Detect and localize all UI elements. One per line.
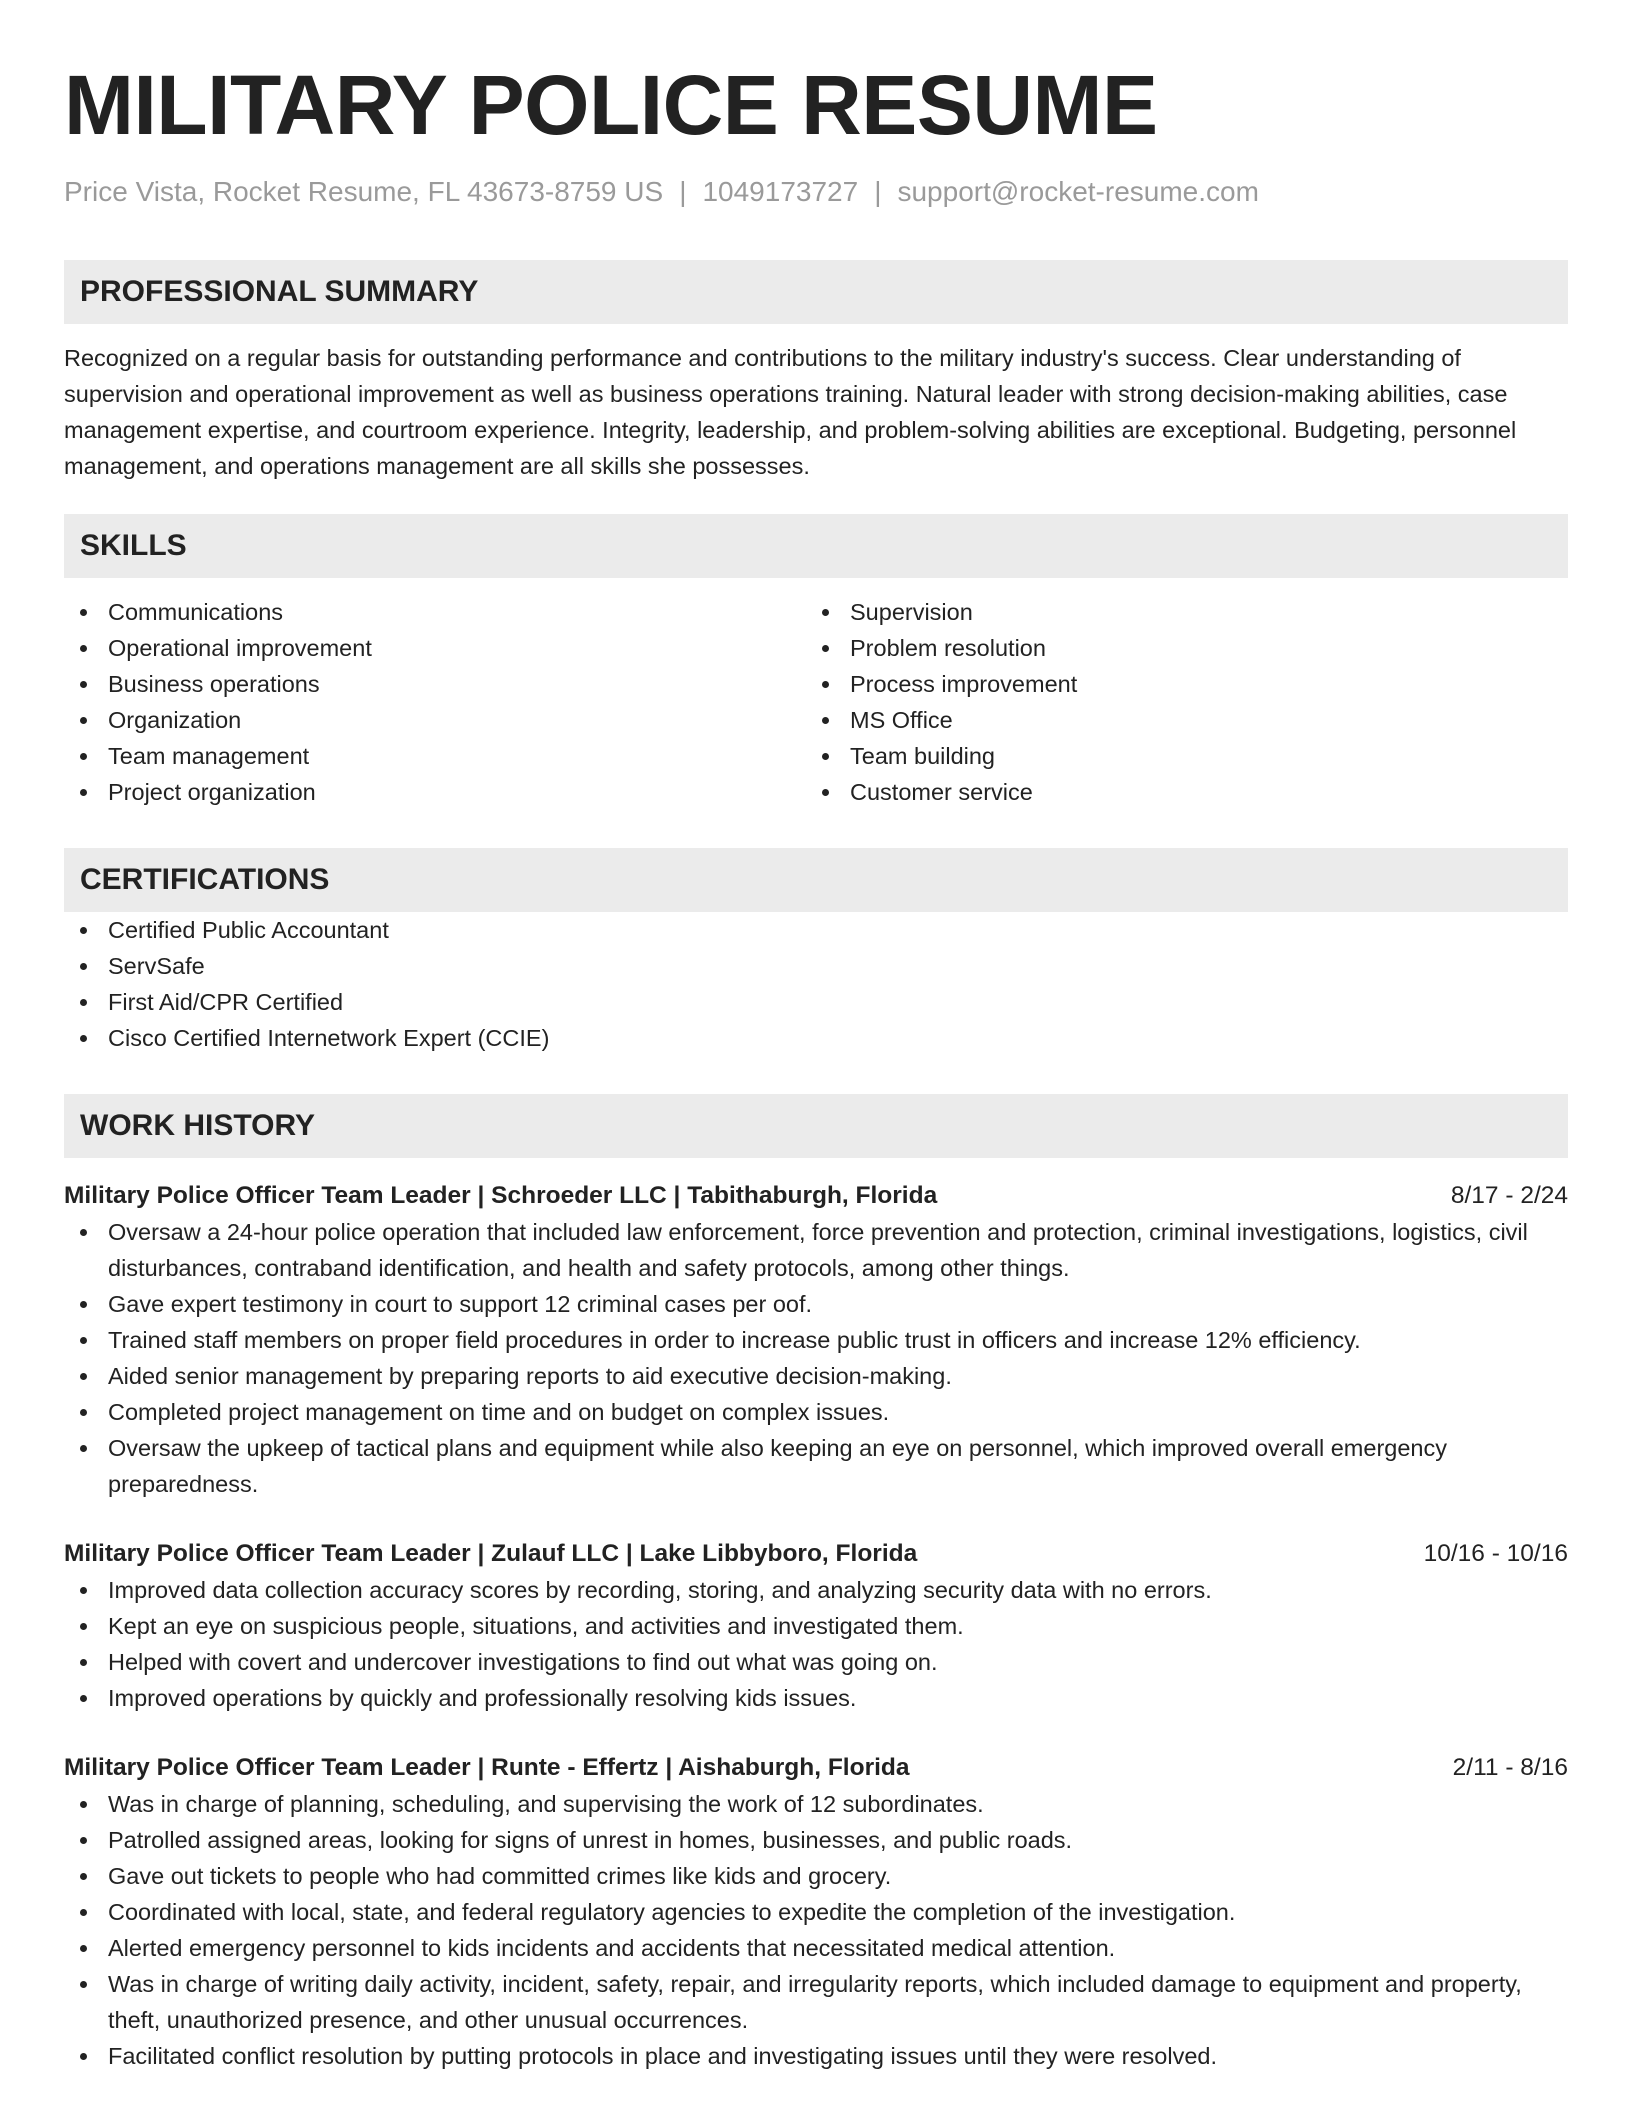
section-header-skills: SKILLS [64,514,1568,578]
job-bullet: Trained staff members on proper field procedures in order to increase public trust in officers and increase 12% efficiency. [64,1322,1568,1358]
job-title: Military Police Officer Team Leader | Schroeder LLC | Tabithaburgh, Florida [64,1182,938,1209]
job-bullets [64,1572,1568,1716]
job-bullet: Oversaw a 24-hour police operation that included law enforcement, force prevention and protection, criminal investigations, logistics, civil disturbances, contraband identification, and health and safety protocols, among other things. [64,1214,1568,1286]
job-bullet: Helped with covert and undercover investigations to find out what was going on. [64,1644,1568,1680]
contact-phone: 1049173727 [702,176,859,207]
section-header-summary: PROFESSIONAL SUMMARY [64,260,1568,324]
job-bullet: Gave expert testimony in court to support 12 criminal cases per oof. [64,1286,1568,1322]
job-bullet: Was in charge of planning, scheduling, and supervising the work of 12 subordinates. [64,1786,1568,1822]
job-bullet: Coordinated with local, state, and federal regulatory agencies to expedite the completion of the investigation. [64,1894,1568,1930]
certification-item: ServSafe [64,948,1568,984]
skill-item: Team management [64,738,806,774]
skill-item: Business operations [64,666,806,702]
job-title: Military Police Officer Team Leader | Zulauf LLC | Lake Libbyboro, Florida [64,1540,918,1567]
skill-item: Organization [64,702,806,738]
contact-separator: | [874,176,882,207]
section-header-certifications: CERTIFICATIONS [64,848,1568,912]
contact-line [64,174,1568,210]
skill-item: Customer service [806,774,1548,810]
job-bullet: Alerted emergency personnel to kids incidents and accidents that necessitated medical attention. [64,1930,1568,1966]
skills-column-left [64,594,806,810]
skill-item: Communications [64,594,806,630]
section-header-work-history: WORK HISTORY [64,1094,1568,1158]
job-title: Military Police Officer Team Leader | Runte - Effertz | Aishaburgh, Florida [64,1754,910,1781]
certification-item: Certified Public Accountant [64,912,1568,948]
job-bullet: Oversaw the upkeep of tactical plans and equipment while also keeping an eye on personnel, which improved overall emergency preparedness. [64,1430,1568,1502]
skill-item: Operational improvement [64,630,806,666]
skills-list-right [806,594,1548,810]
skills-column-right [806,594,1548,810]
job-bullet: Aided senior management by preparing reports to aid executive decision-making. [64,1358,1568,1394]
contact-separator: | [679,176,687,207]
job-entry [64,1750,1568,2074]
skill-item: Team building [806,738,1548,774]
job-bullet: Kept an eye on suspicious people, situations, and activities and investigated them. [64,1608,1568,1644]
job-header [64,1178,1568,1214]
job-bullet: Improved data collection accuracy scores by recording, storing, and analyzing security data with no errors. [64,1572,1568,1608]
job-entry [64,1536,1568,1716]
job-entry [64,1178,1568,1502]
job-bullet: Completed project management on time and on budget on complex issues. [64,1394,1568,1430]
skills-columns [64,594,1568,810]
job-bullet: Was in charge of writing daily activity, incident, safety, repair, and irregularity reports, which included damage to equipment and property, theft, unauthorized presence, and other unusual occurrences. [64,1966,1568,2038]
job-bullet: Facilitated conflict resolution by putting protocols in place and investigating issues until they were resolved. [64,2038,1568,2074]
skills-list-left [64,594,806,810]
job-bullet: Patrolled assigned areas, looking for signs of unrest in homes, businesses, and public roads. [64,1822,1568,1858]
job-bullet: Improved operations by quickly and professionally resolving kids issues. [64,1680,1568,1716]
job-bullet: Gave out tickets to people who had committed crimes like kids and grocery. [64,1858,1568,1894]
contact-email: support@rocket-resume.com [897,176,1259,207]
job-dates: 2/11 - 8/16 [1452,1754,1568,1781]
job-dates: 10/16 - 10/16 [1423,1540,1568,1567]
certification-item: First Aid/CPR Certified [64,984,1568,1020]
job-dates: 8/17 - 2/24 [1450,1182,1568,1209]
skill-item: Supervision [806,594,1548,630]
job-header [64,1536,1568,1572]
resume-title: MILITARY POLICE RESUME [64,58,1158,152]
skill-item: Process improvement [806,666,1548,702]
certifications-list [64,912,1568,1056]
summary-text: Recognized on a regular basis for outstanding performance and contributions to the military industry's success. Clear understanding of supervision and operational improvement as well as business operations training. Natural leader with strong decision-making abilities, case management expertise, and courtroom experience. Integrity, leadership, and problem-solving abilities are exceptional. Budgeting, personnel management, and operations management are all skills she possesses. [64,345,1517,479]
job-bullets [64,1786,1568,2074]
skill-item: Problem resolution [806,630,1548,666]
skill-item: Project organization [64,774,806,810]
certification-item: Cisco Certified Internetwork Expert (CCIE) [64,1020,1568,1056]
contact-address: Price Vista, Rocket Resume, FL 43673-8759 US [64,176,664,207]
job-header [64,1750,1568,1786]
job-bullets [64,1214,1568,1502]
skill-item: MS Office [806,702,1548,738]
